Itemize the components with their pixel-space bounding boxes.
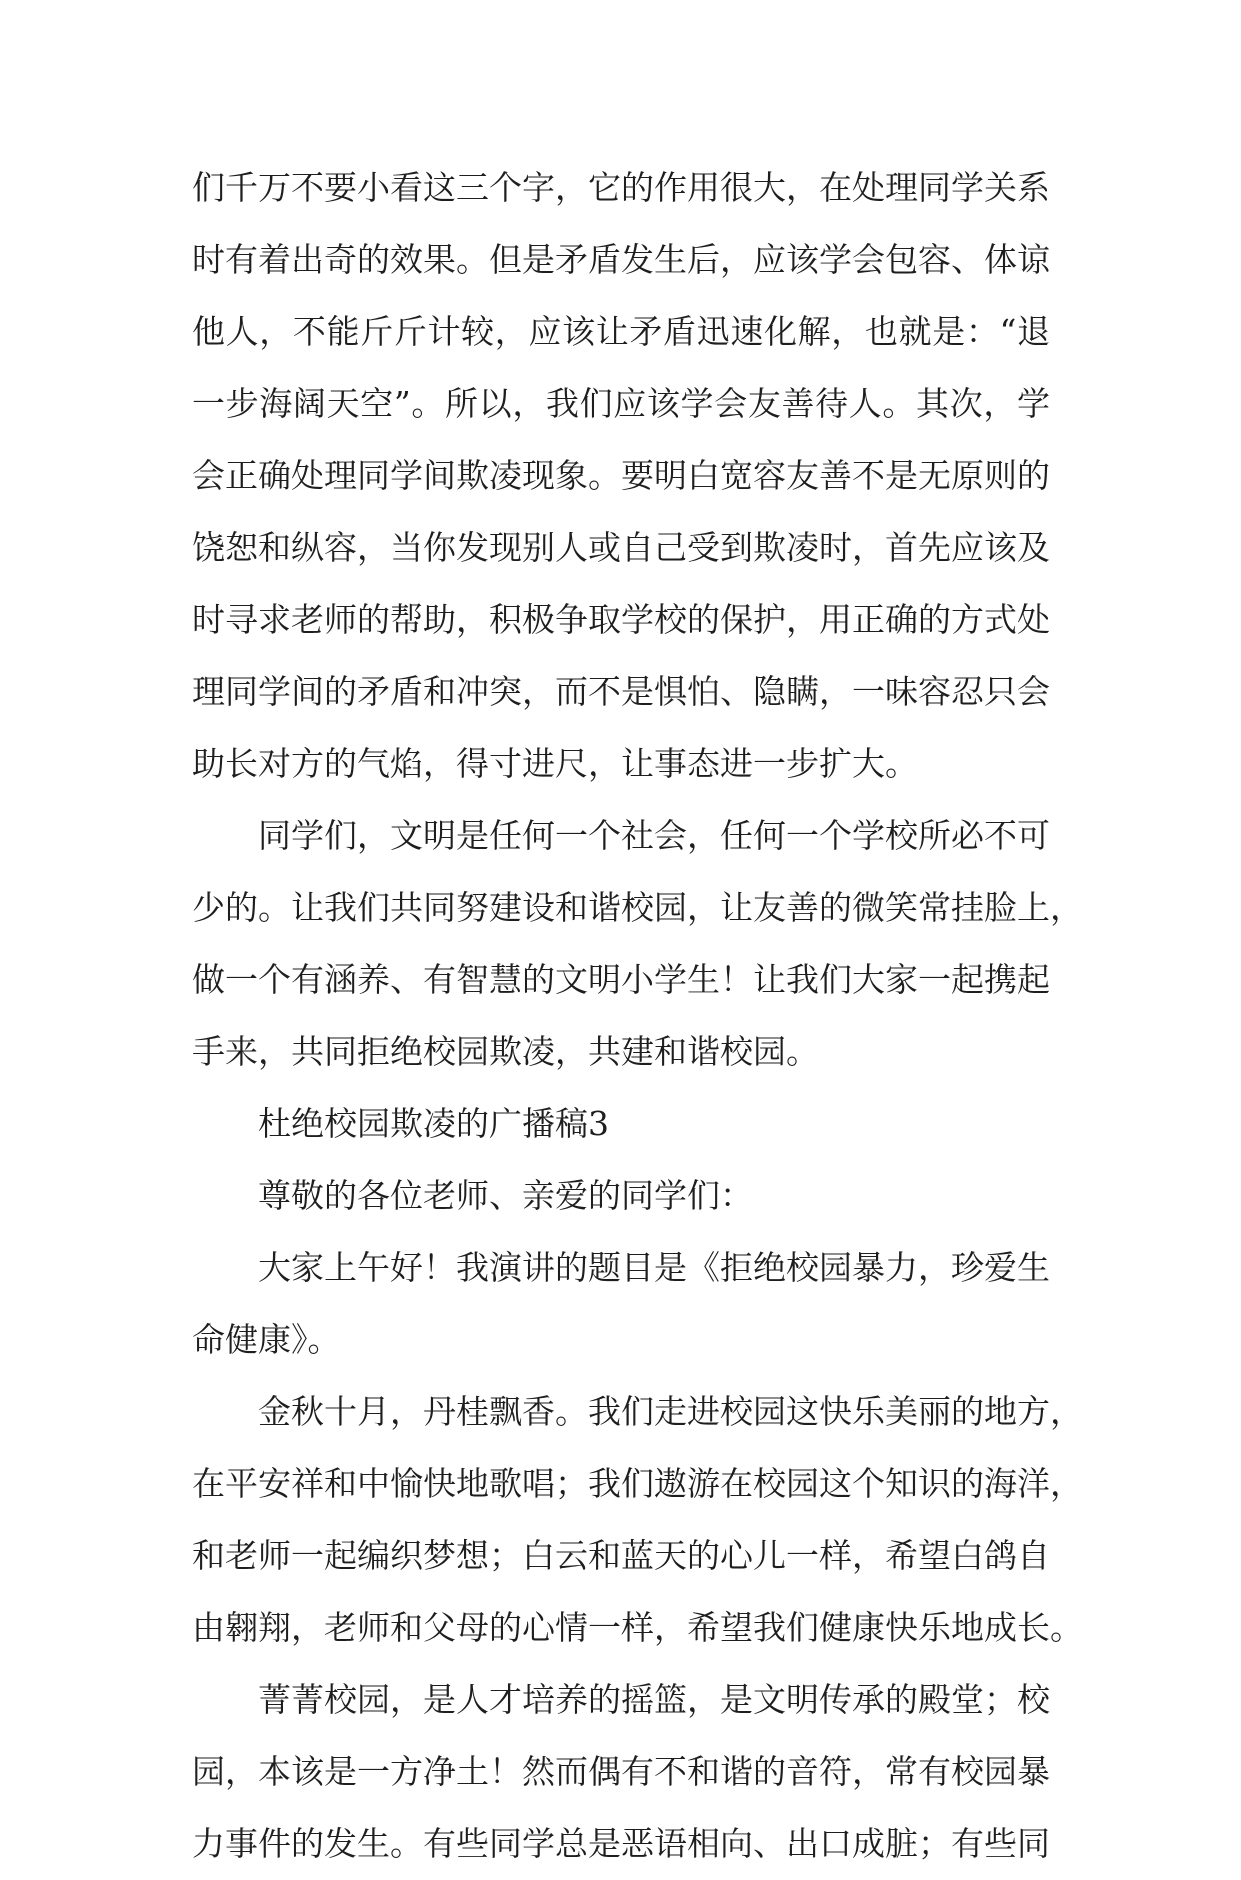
text-line: 饶恕和纵容，当你发现别人或自己受到欺凌时，首先应该及 xyxy=(192,528,1050,567)
section-heading: 杜绝校园欺凌的广播稿3 xyxy=(258,1104,609,1143)
text-line: 命健康》。 xyxy=(192,1320,341,1359)
text-line: 一步海阔天空”。所以，我们应该学会友善待人。其次，学 xyxy=(192,384,1050,423)
text-line: 们千万不要小看这三个字，它的作用很大，在处理同学关系 xyxy=(192,168,1050,207)
text-line: 理同学间的矛盾和冲突，而不是惧怕、隐瞒，一味容忍只会 xyxy=(192,672,1050,711)
text-line: 园，本该是一方净土！然而偶有不和谐的音符，常有校园暴 xyxy=(192,1752,1050,1791)
text-line: 做一个有涵养、有智慧的文明小学生！让我们大家一起携起 xyxy=(192,960,1050,999)
text-line: 由翱翔，老师和父母的心情一样，希望我们健康快乐地成长。 xyxy=(192,1608,1083,1647)
paragraph-first-line: 大家上午好！我演讲的题目是《拒绝校园暴力，珍爱生 xyxy=(258,1248,1050,1287)
text-line: 会正确处理同学间欺凌现象。要明白宽容友善不是无原则的 xyxy=(192,456,1050,495)
text-line: 少的。让我们共同努建设和谐校园，让友善的微笑常挂脸上， xyxy=(192,888,1083,927)
salutation: 尊敬的各位老师、亲爱的同学们： xyxy=(258,1176,753,1215)
paragraph-first-line: 菁菁校园，是人才培养的摇篮，是文明传承的殿堂；校 xyxy=(258,1680,1050,1719)
text-line: 力事件的发生。有些同学总是恶语相向、出口成脏；有些同 xyxy=(192,1824,1050,1863)
text-line: 和老师一起编织梦想；白云和蓝天的心儿一样，希望白鸽自 xyxy=(192,1536,1050,1575)
text-line: 在平安祥和中愉快地歌唱；我们遨游在校园这个知识的海洋， xyxy=(192,1464,1083,1503)
text-line: 时有着出奇的效果。但是矛盾发生后，应该学会包容、体谅 xyxy=(192,240,1050,279)
document-body xyxy=(192,152,1083,1880)
text-line: 时寻求老师的帮助，积极争取学校的保护，用正确的方式处 xyxy=(192,600,1050,639)
text-line: 手来，共同拒绝校园欺凌，共建和谐校园。 xyxy=(192,1032,819,1071)
paragraph-first-line: 金秋十月，丹桂飘香。我们走进校园这快乐美丽的地方， xyxy=(258,1392,1083,1431)
paragraph-first-line: 同学们，文明是任何一个社会，任何一个学校所必不可 xyxy=(258,816,1050,855)
text-line: 助长对方的气焰，得寸进尺，让事态进一步扩大。 xyxy=(192,744,918,783)
text-line: 他人，不能斤斤计较，应该让矛盾迅速化解，也就是：“退 xyxy=(192,312,1050,351)
